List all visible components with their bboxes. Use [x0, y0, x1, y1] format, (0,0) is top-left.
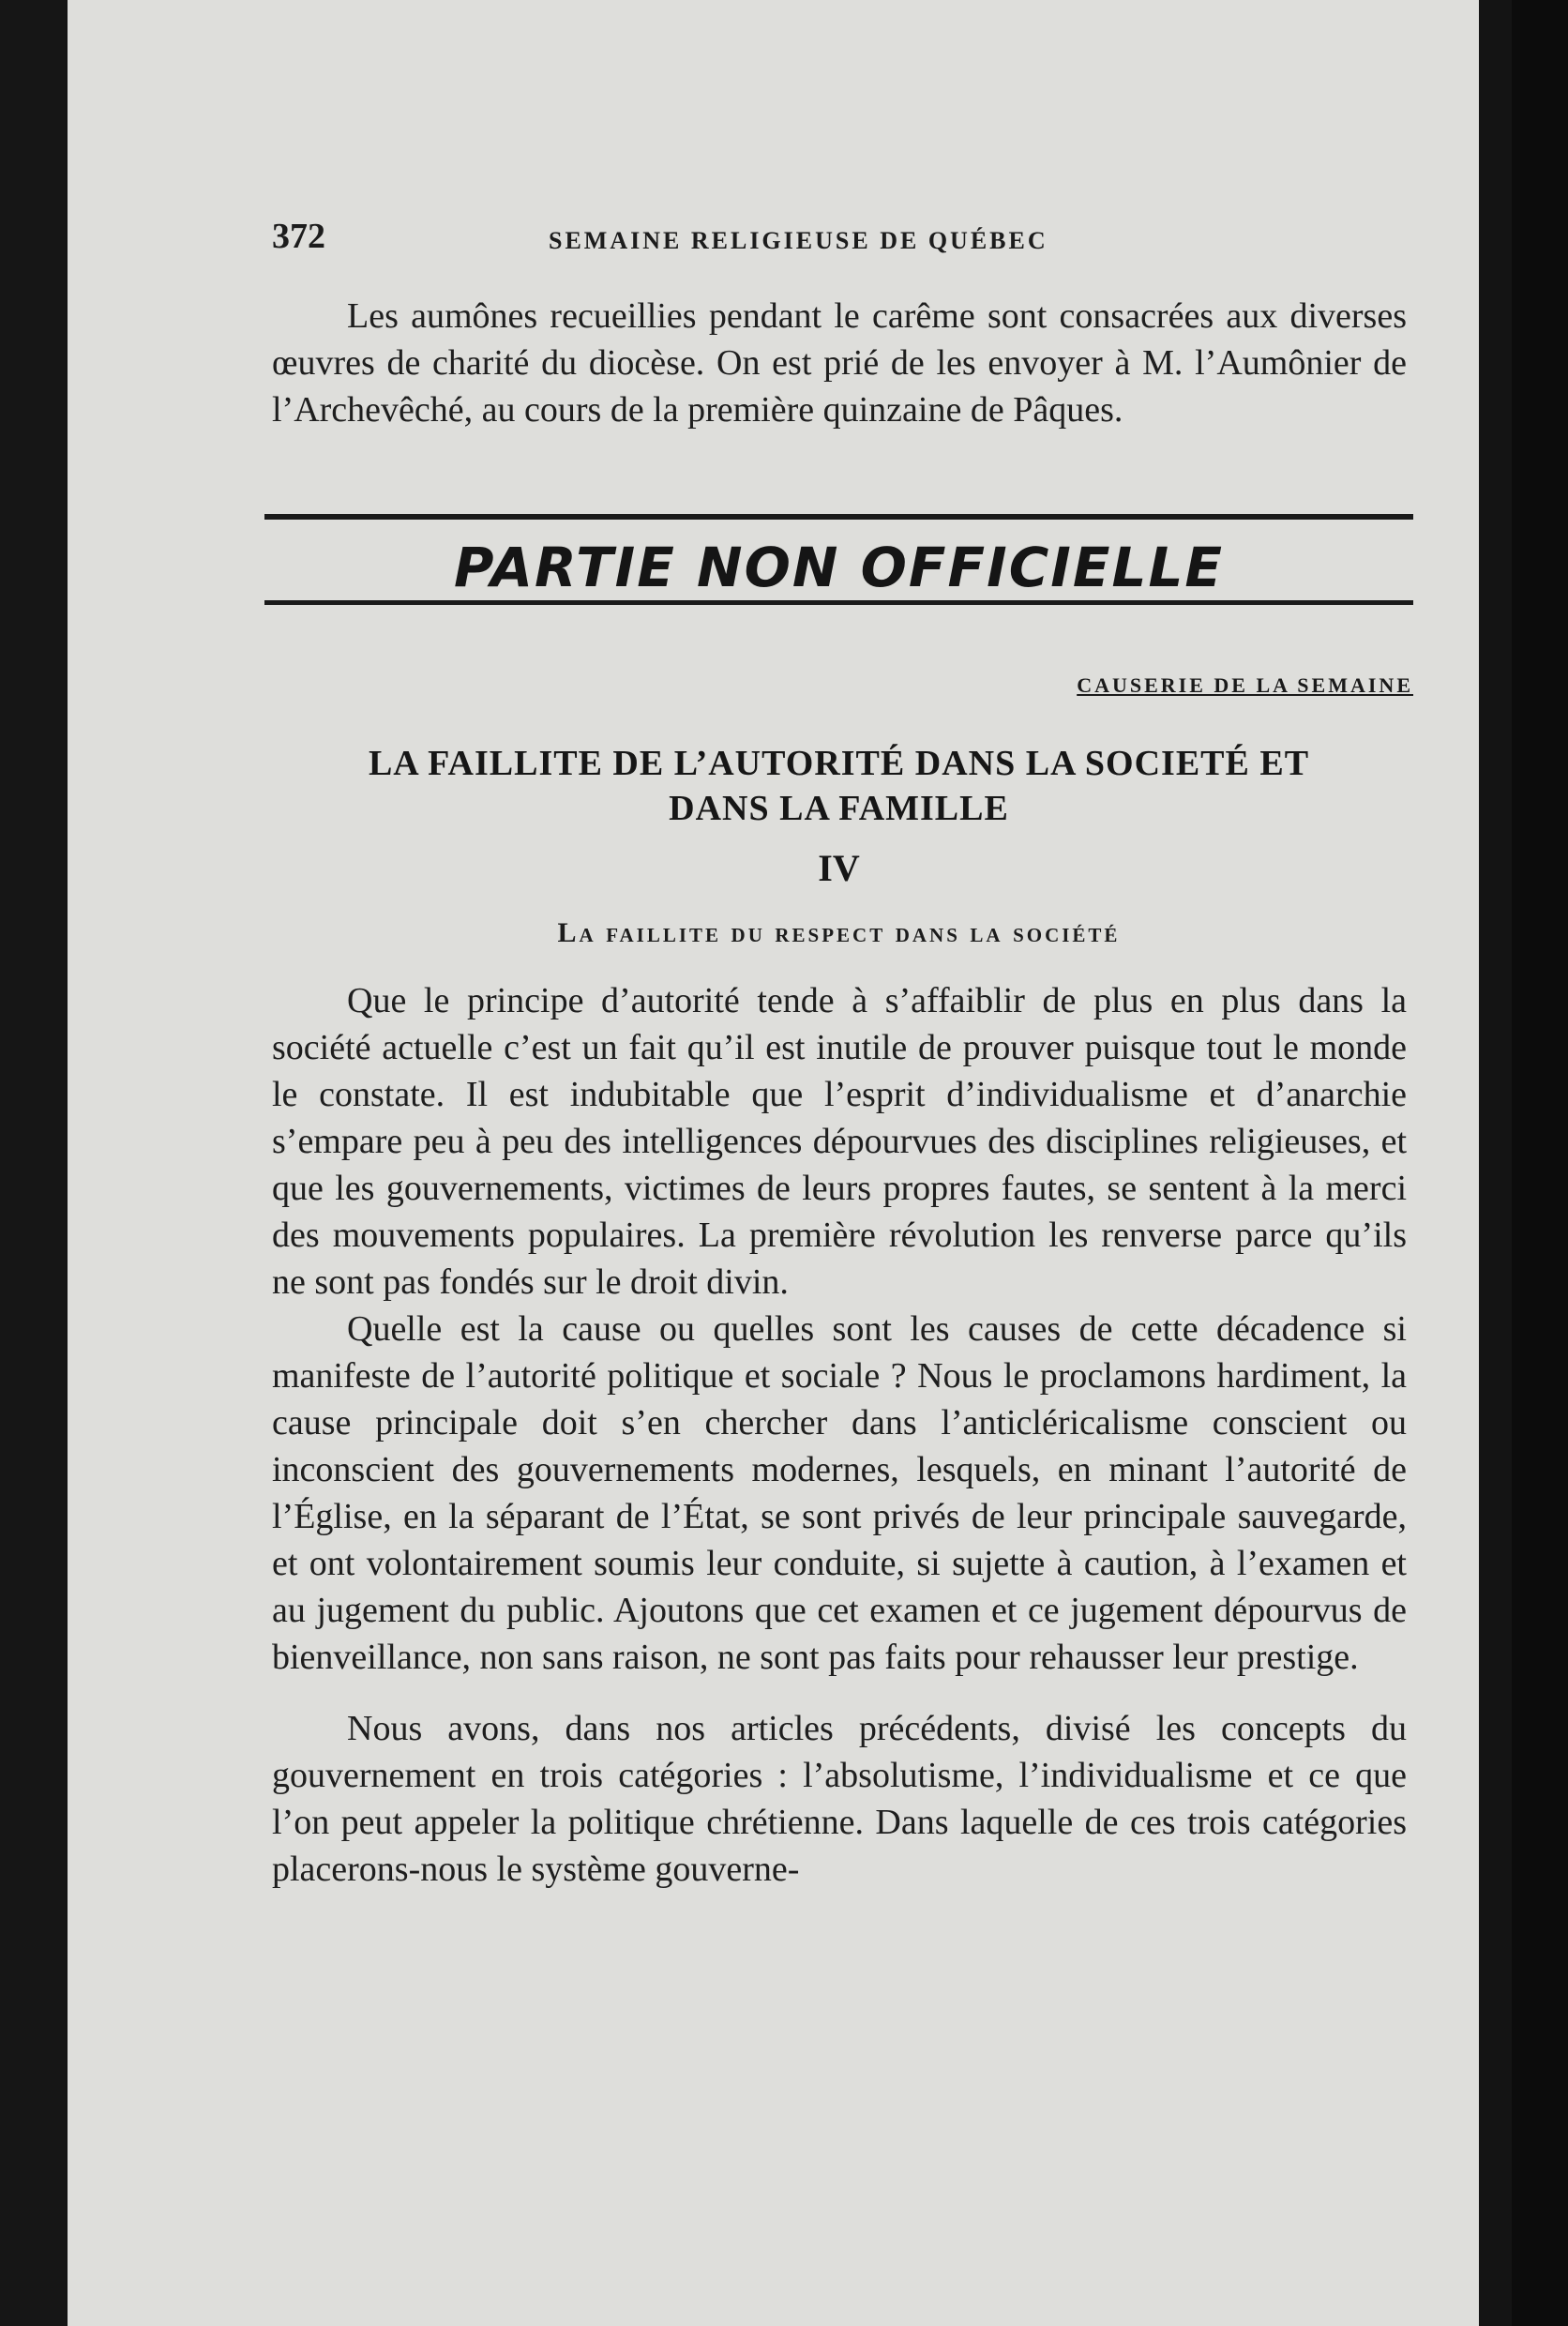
intro-paragraph: Les aumônes recueillies pendant le carême sont consacrées aux diverses œuvres de charité du diocèse. On est prié de les envoyer à M. l’Aumônier de l’Archevêché, au cours de la première quinzaine de Pâques.: [272, 296, 1407, 430]
body-paragraph-2: Quelle est la cause ou quelles sont les causes de cette décadence si manifeste de l’autorité politique et sociale ? Nous le proclamons hardiment, la cause principale doit s’en chercher dans l’anticléricalisme conscient ou inconscient des gouvernements modernes, lesquels, en minant l’autorité de l’Église, en la séparant de l’État, se sont privés de leur principale sauvegarde, et ont volontairement soumis leur conduite, si sujette à caution, à l’examen et au jugement du public. Ajoutons que cet examen et ce jugement dépourvus de bienveillance, non sans raison, ne sont pas faits pour rehausser leur prestige.: [272, 1309, 1407, 1677]
film-border-left: [0, 0, 66, 2326]
section-title: PARTIE NON OFFICIELLE: [453, 536, 1225, 599]
intro-paragraph-block: [272, 293, 1407, 433]
article-subtitle: La faillite du respect dans la société: [557, 917, 1121, 948]
page-content: [68, 0, 1479, 2326]
running-header: [272, 216, 1416, 272]
page-number: 372: [272, 217, 325, 256]
article-title-line-2: DANS LA FAMILLE: [669, 789, 1009, 828]
part-number: IV: [818, 847, 860, 889]
paragraph-gap: [272, 1681, 1407, 1705]
article-title-line-1: LA FAILLITE DE L’AUTORITÉ DANS LA SOCIETÉ ET: [368, 744, 1310, 783]
article-title: [264, 741, 1413, 831]
bottom-rule: [264, 600, 1413, 605]
journal-title: SEMAINE RELIGIEUSE DE QUÉBEC: [549, 227, 1048, 254]
top-rule: [264, 514, 1413, 520]
film-border-right: [1512, 0, 1568, 2326]
rubric-label: CAUSERIE DE LA SEMAINE: [1077, 673, 1413, 697]
body-paragraph-3: Nous avons, dans nos articles précédents, divisé les concepts du gouvernement en trois catégories : l’absolutisme, l’individualisme et ce que l’on peut appeler la politique chrétienne. Dans laquelle de ces trois catégories placerons-nous le système gouverne-: [272, 1709, 1407, 1889]
scanned-page: [68, 0, 1479, 2326]
body-paragraph-1: Que le principe d’autorité tende à s’affaiblir de plus en plus dans la société actuelle c’est un fait qu’il est inutile de prouver puisque tout le monde le constate. Il est indubitable que l’esprit d’individualisme et d’anarchie s’empare peu à peu des intelligences dépourvues des disciplines religieuses, et que les gouvernements, victimes de leurs propres fautes, se sentent à la merci des mouvements populaires. La première révolution les renverse parce qu’ils ne sont pas fondés sur le droit divin.: [272, 981, 1407, 1302]
article-body: [272, 977, 1407, 1893]
